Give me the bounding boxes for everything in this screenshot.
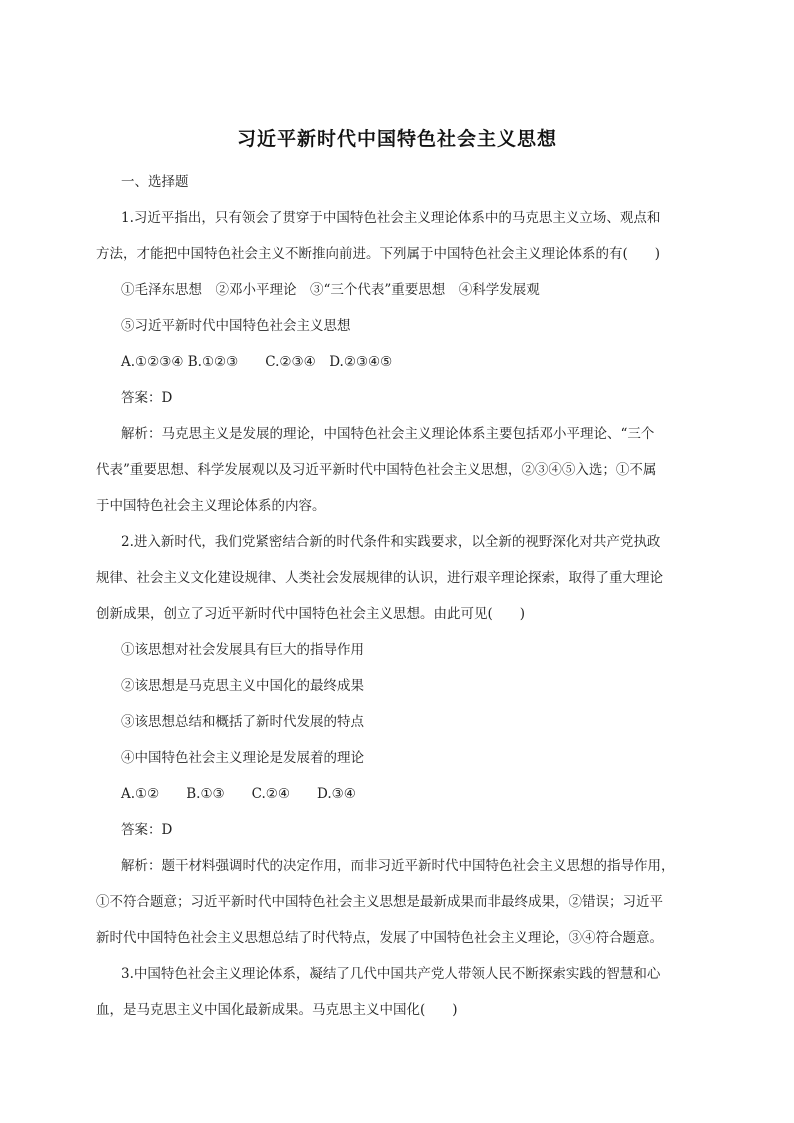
q1-analysis-line-2: 代表”重要思想、科学发展观以及习近平新时代中国特色社会主义思想，②③④⑤入选；①不属 [96,462,657,478]
q1-choices: A.①②③④ B.①②③ C.②③④ D.②③④⑤ [121,354,393,370]
q3-stem-line-2: 血，是马克思主义中国化最新成果。马克思主义中国化( ) [96,1002,458,1018]
q1-stem-line-1: 1.习近平指出，只有领会了贯穿于中国特色社会主义理论体系中的马克思主义立场、观点和 [121,210,661,226]
q1-analysis-line-1: 解析：马克思主义是发展的理论，中国特色社会主义理论体系主要包括邓小平理论、“三个 [121,426,655,442]
q2-analysis-line-2: ①不符合题意；习近平新时代中国特色社会主义思想是最新成果而非最终成果，②错误；习近平 [96,894,663,910]
q1-stem-line-2: 方法，才能把中国特色社会主义不断推向前进。下列属于中国特色社会主义理论体系的有( ) [96,246,661,262]
q2-stem-line-1: 2.进入新时代，我们党紧密结合新的时代条件和实践要求，以全新的视野深化对共产党执政 [121,534,661,550]
q2-option-2: ②该思想是马克思主义中国化的最终成果 [121,678,364,694]
q2-choices: A.①② B.①③ C.②④ D.③④ [121,786,356,802]
document-title: 习近平新时代中国特色社会主义思想 [236,128,557,150]
q1-answer: 答案：D [121,390,173,406]
q2-answer: 答案：D [121,822,173,838]
q1-options-line-1: ①毛泽东思想 ②邓小平理论 ③“三个代表”重要思想 ④科学发展观 [121,282,540,298]
q2-analysis-line-3: 新时代中国特色社会主义思想总结了时代特点，发展了中国特色社会主义理论，③④符合题意。 [96,930,663,946]
q1-analysis-line-3: 于中国特色社会主义理论体系的内容。 [96,498,326,514]
q2-stem-line-3: 创新成果，创立了习近平新时代中国特色社会主义思想。由此可见( ) [96,606,526,622]
q3-stem-line-1: 3.中国特色社会主义理论体系，凝结了几代中国共产党人带领人民不断探索实践的智慧和心 [121,966,661,982]
section-heading: 一、选择题 [121,174,189,190]
q2-stem-line-2: 规律、社会主义文化建设规律、人类社会发展规律的认识，进行艰辛理论探索，取得了重大理论 [96,570,663,586]
q2-option-3: ③该思想总结和概括了新时代发展的特点 [121,714,364,730]
q2-option-4: ④中国特色社会主义理论是发展着的理论 [121,750,364,766]
q1-options-line-2: ⑤习近平新时代中国特色社会主义思想 [121,318,351,334]
q2-analysis-line-1: 解析：题干材料强调时代的决定作用，而非习近平新时代中国特色社会主义思想的指导作用， [121,858,675,874]
q2-option-1: ①该思想对社会发展具有巨大的指导作用 [121,642,364,658]
